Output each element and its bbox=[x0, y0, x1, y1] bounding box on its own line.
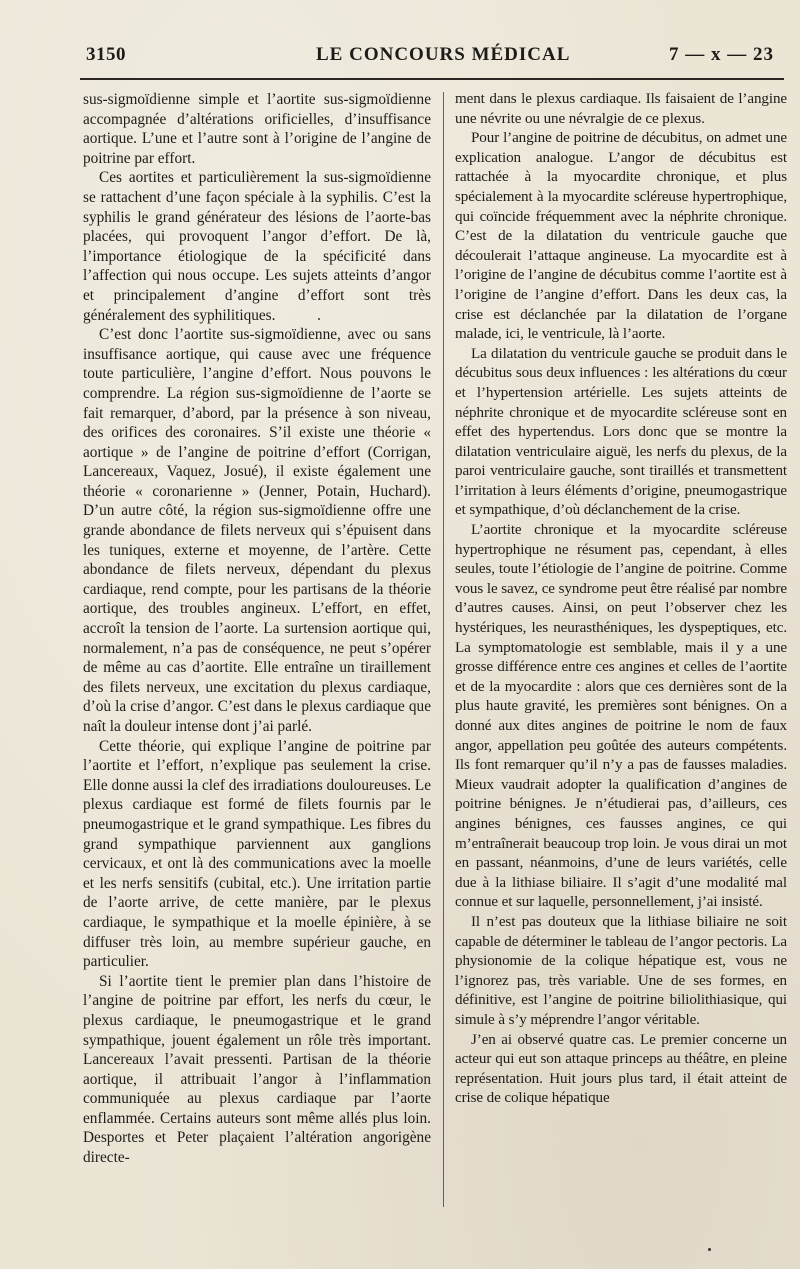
paragraph: La dilatation du ventricule gauche se produit dans le décubitus sous deux influences : les altérations du cœur et l’hypertension artérielle. Les sujets atteints de néphrite chronique et de myocardite scléreuse sont en effet des hypertendus. Lors donc que se montre la dilatation ventriculaire aiguë, les nerfs du plexus, de la paroi ventriculaire gauche, sont tiraillés et transmettent l’irritation à leurs éléments d’origine, pneumogastrique et sympathique, d’où déclanchement de la crise. bbox=[455, 345, 787, 519]
running-header bbox=[86, 44, 780, 74]
journal-title: LE CONCOURS MÉDICAL bbox=[316, 44, 571, 65]
paragraph: L’aortite chronique et la myocardite scléreuse hypertrophique ne résument pas, cependant, à elles seules, toute l’étiologie de l’angine de poitrine. Comme vous le savez, ce syndrome peut être réalisé par nombre d’autres causes. Ainsi, on peut l’observer chez les hystériques, les neurasthéniques, les dyspeptiques, etc. La symptomatologie est semblable, mais il y a une grosse différence entre ces angines et celles de l’aortite et de la myocardite : alors que ces dernières sont de la plus haute gravité, les premières sont bénignes. On a donné aux dites angines de poitrine le nom de faux angor, appellation peu goûtée des auteurs compétents. Ils font remarquer qu’il n’y a pas de fausses maladies. Mieux vaudrait adopter la qualification d’angines de poitrine bénignes. Je n’étudierai pas, d’ailleurs, ces angines bénignes, ces fausses angines, ce qui m’entraînerait beaucoup trop loin. Je vous dirai un mot en passant, néanmoins, d’une de leurs variétés, celle due à la lithiase biliaire. Il s’agit d’une modalité mal connue et sur laquelle, personnellement, j’ai insisté. bbox=[455, 522, 787, 911]
paragraph: Ces aortites et particulièrement la sus-sigmoïdienne se rattachent d’une façon spéciale à la syphilis. C’est la syphilis le grand générateur des lésions de l’aorte-bas placées, qui provoquent l’angor d’effort. De là, l’importance étiologique de la spécificité dans l’affection qui nous occupe. Les sujets atteints d’angor et principalement d’angine d’effort sont très généralement des syphilitiques. bbox=[83, 169, 431, 324]
right-column bbox=[455, 90, 787, 1109]
left-column bbox=[83, 90, 431, 1168]
paragraph: J’en ai observé quatre cas. Le premier concerne un acteur qui eut son attaque princeps au théâtre, en pleine représentation. Huit jours plus tard, il était atteint de crise de colique hépatique bbox=[455, 1031, 787, 1107]
paragraph: sus-sigmoïdienne simple et l’aortite sus-sigmoïdienne accompagnée d’altérations orificielles, d’insuffisance aortique. L’une et l’autre sont à l’origine de l’angine de poitrine par effort. bbox=[83, 91, 431, 167]
paragraph: C’est donc l’aortite sus-sigmoïdienne, avec ou sans insuffisance aortique, qui cause avec une fréquence toute particulière, l’angine d’effort. Nous pouvons le comprendre. La région sus-sigmoïdienne de l’aorte se fait remarquer, d’abord, par la présence à son niveau, des orifices des coronaires. S’il existe une théorie « aortique » de l’angine de poitrine d’effort (Corrigan, Lancereaux, Vaquez, Josué), il existe également une théorie « coronarienne » (Jenner, Potain, Huchard). D’un autre côté, la région sus-sigmoïdienne offre une grande abondance de filets nerveux qui s’épuisent dans les tuniques, externe et moyenne, de l’artère. Cette abondance de filets nerveux, dépendant du plexus cardiaque, rend compte, pour les partisans de la théorie aortique, des troubles angineux. L’effort, en effet, accroît la tension de l’aorte. La surtension aortique qui, normalement, n’a pas de conséquence, ne peut s’opérer de même au cas d’aortite. Elle entraîne un tiraillement des filets nerveux, une excitation du plexus cardiaque, d’où la crise d’angor. C’est dans le plexus cardiaque que naît la douleur intense dont j’ai parlé. bbox=[83, 326, 431, 735]
issue-date: 7 — x — 23 bbox=[669, 44, 774, 65]
paragraph: Il n’est pas douteux que la lithiase biliaire ne soit capable de déterminer le tableau de l’angor pectoris. La physionomie de la colique hépatique est, vous ne l’ignorez pas, très variable. Une de ses formes, en définitive, est l’angine de poitrine biliolithiasique, qui simule à s’y méprendre l’angor véritable. bbox=[455, 913, 787, 1028]
paragraph: ment dans le plexus cardiaque. Ils faisaient de l’angine une névrite ou une névralgie de ce plexus. bbox=[455, 91, 787, 127]
paragraph: Pour l’angine de poitrine de décubitus, on admet une explication analogue. L’angor de décubitus est rattachée à la myocardite chronique, et plus spécialement à la myocardite scléreuse hypertrophique, qui coïncide fréquemment avec la néphrite chronique. C’est de la dilatation du ventricule gauche que découlerait l’attaque angineuse. La myocardite est à l’origine de l’angine de décubitus comme l’aortite est à l’origine de l’angine d’effort. Dans les deux cas, la crise est déclanchée par la dilatation de l’organe malade, ici, le ventricule, là l’aorte. bbox=[455, 130, 787, 343]
page-number: 3150 bbox=[86, 44, 126, 65]
paragraph: Si l’aortite tient le premier plan dans l’histoire de l’angine de poitrine par effort, les nerfs du cœur, le plexus cardiaque, le pneumogastrique et le grand sympathique, jouent également un rôle très important. Lancereaux l’avait pressenti. Partisan de la théorie aortique, il attribuait l’angor à l’inflammation communiquée au plexus cardiaque par l’aorte enflammée. Certains auteurs sont même allés plus loin. Desportes et Peter plaçaient l’altération angorigène directe- bbox=[83, 972, 431, 1167]
print-speck bbox=[318, 318, 320, 320]
column-divider bbox=[443, 92, 444, 1207]
print-speck bbox=[708, 1248, 711, 1251]
header-rule bbox=[80, 78, 784, 80]
paragraph: Cette théorie, qui explique l’angine de poitrine par l’aortite et l’effort, n’explique pas seulement la crise. Elle donne aussi la clef des irradiations douloureuses. Le plexus cardiaque est formé de filets fournis par le pneumogastrique et le grand sympathique. Les fibres du grand sympathique parviennent aux ganglions cervicaux, et ont là des communications avec la moelle et les nerfs sensitifs (cubital, etc.). Une irritation partie de l’aorte arrive, de cette manière, par le plexus cardiaque, le sympathique et la moelle épinière, à se diffuser très loin, au membre supérieur gauche, en particulier. bbox=[83, 737, 431, 971]
